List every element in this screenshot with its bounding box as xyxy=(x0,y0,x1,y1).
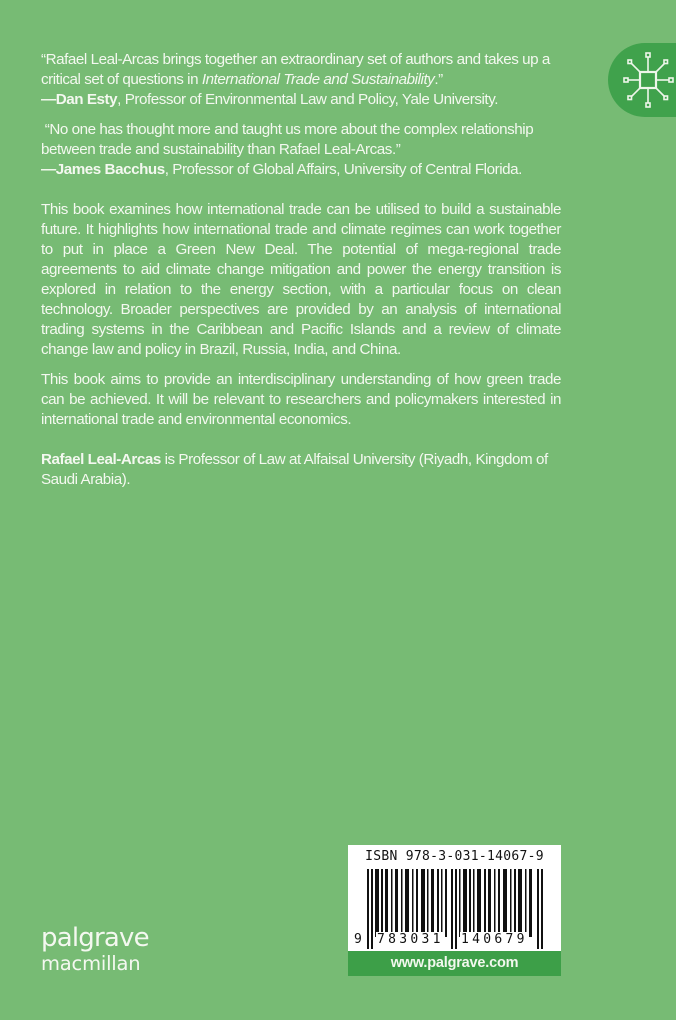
quote-end: .” xyxy=(434,71,443,88)
barcode-digits-left: 783031 xyxy=(377,932,444,947)
quote-line: “Rafael Leal-Arcas brings together an extraordinary set of authors and takes up a xyxy=(41,51,550,68)
publisher-badge xyxy=(608,43,676,117)
logo-line-macmillan: macmillan xyxy=(41,952,141,975)
description-text: This book examines how international trade can be utilised to build a sustainable future. It highlights how international trade and climate regimes can work together to put in place a Green New Deal. The potential of mega-regional trade agreements to aid climate change mitigation and power the energy transition is explored in relation to the energy section, with a particular focus on clean technology. Broader perspectives are provided by an analysis of international trading systems in the Caribbean and Pacific Islands and a review of climate change law and policy in Brazil, Russia, India, and China. xyxy=(41,201,561,358)
circuit-chip-icon xyxy=(622,51,674,109)
barcode-digit-first: 9 xyxy=(354,932,362,947)
endorser-affiliation: , Professor of Environmental Law and Policy, Yale University. xyxy=(117,91,498,108)
endorsement-esty xyxy=(41,50,561,110)
endorser-affiliation: , Professor of Global Affairs, University of Central Florida. xyxy=(164,161,522,178)
endorsement-attribution xyxy=(41,90,561,110)
description-paragraph-2 xyxy=(41,370,561,430)
quote-line: “No one has thought more and taught us more about the complex relationship xyxy=(41,121,534,138)
isbn-label: ISBN 978-3-031-14067-9 xyxy=(365,849,544,864)
description-text: This book aims to provide an interdisciplinary understanding of how green trade can be achieved. It will be relevant to researchers and policymakers interested in international trade and environmental economics. xyxy=(41,371,561,428)
endorsement-bacchus xyxy=(41,120,561,180)
barcode-digits-right: 140679 xyxy=(461,932,528,947)
description-paragraph-1 xyxy=(41,200,561,360)
endorser-name: Dan Esty xyxy=(55,91,118,108)
quote-line: between trade and sustainability than Rafael Leal-Arcas.” xyxy=(41,141,401,158)
bio-description: is Professor of Law at Alfaisal University (Riyadh, Kingdom of Saudi Arabia). xyxy=(41,451,548,488)
endorsement-attribution xyxy=(41,160,561,180)
dash: — xyxy=(41,161,56,178)
author-name: Rafael Leal-Arcas xyxy=(41,451,161,468)
logo-line-palgrave: palgrave xyxy=(41,923,149,953)
quote-line: critical set of questions in xyxy=(41,71,202,88)
book-title-italic: International Trade and Sustainability xyxy=(201,71,435,88)
dash: — xyxy=(41,91,56,108)
endorsement-quote xyxy=(41,120,561,160)
endorser-name: James Bacchus xyxy=(55,161,165,178)
endorsement-quote xyxy=(41,50,561,90)
publisher-url[interactable]: www.palgrave.com xyxy=(348,951,561,976)
publisher-logo xyxy=(41,925,149,974)
author-bio xyxy=(41,450,561,490)
bio-text xyxy=(41,450,561,490)
